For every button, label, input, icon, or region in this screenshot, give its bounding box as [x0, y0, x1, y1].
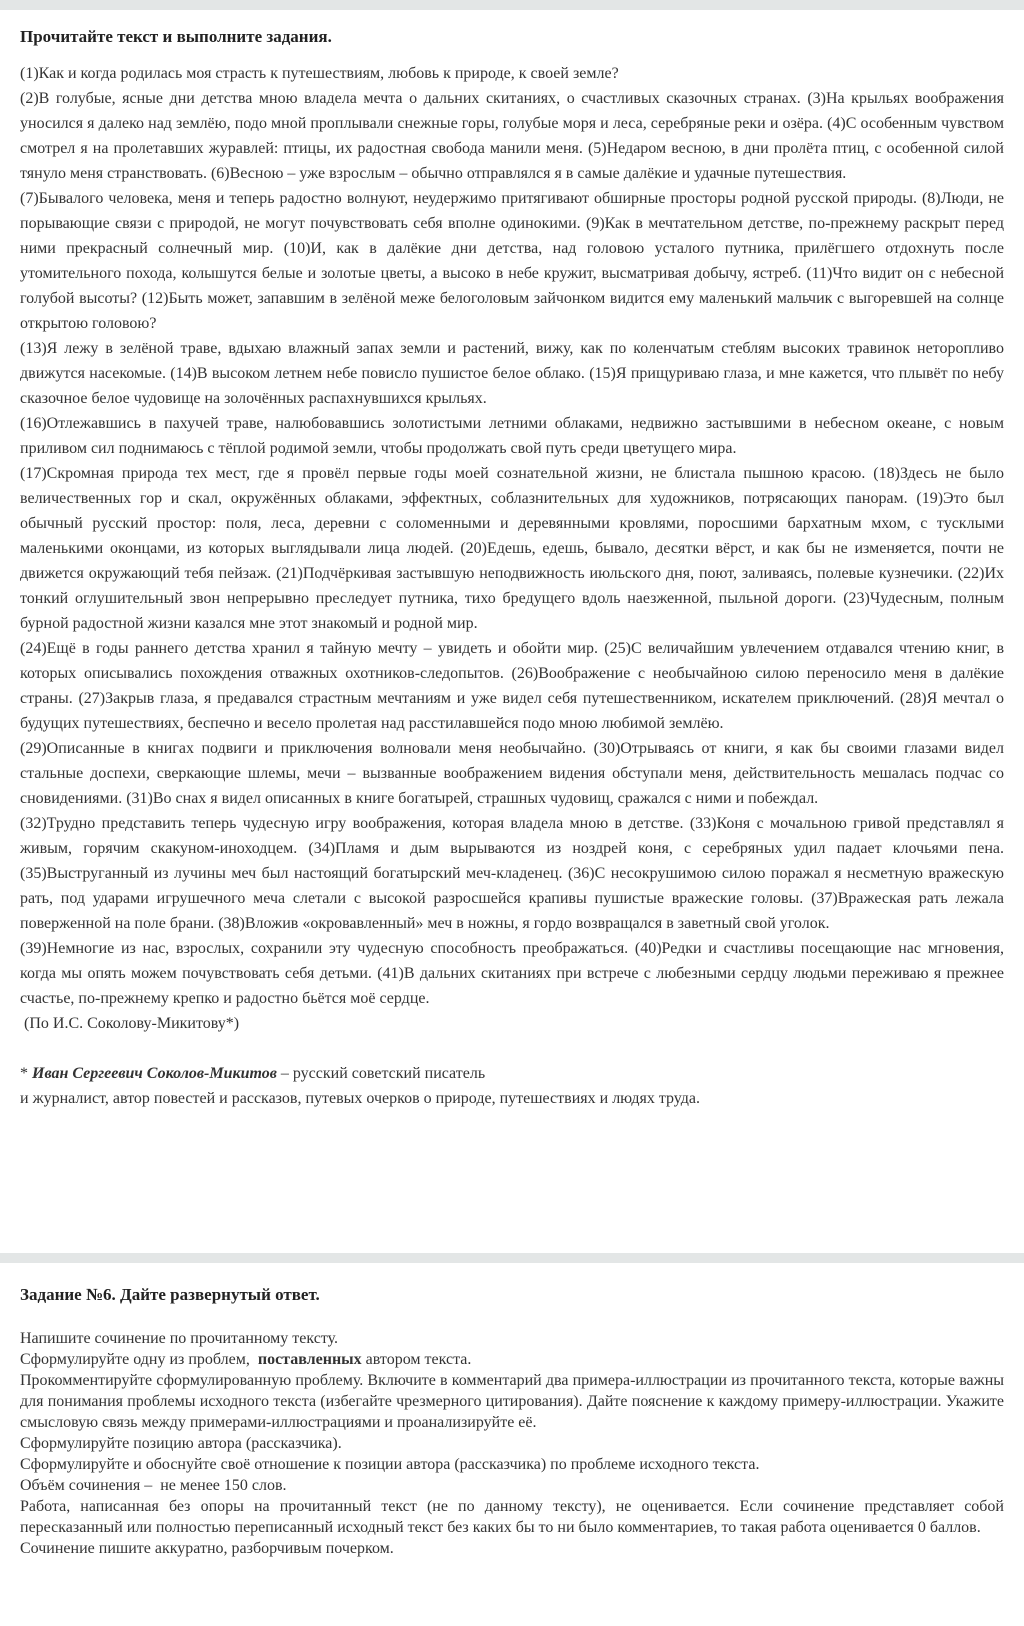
text-paragraph-9: (32)Трудно представить теперь чудесную игру воображения, которая владела мною в детстве. (33)Коня с мочальною гривой представлял я живым, горячим скакуном-иноходцем. (34)Пламя и дым вырываются из ноздрей коня, с серебряных удил падает клочьями пена. (35)Выструганный из лучины меч был настоящий богатырский меч-кладенец. (36)С несокрушимою силою поражал я несметную вражескую рать, под ударами игрушечного меча слетали с высокой разросшейся крапивы пушистые вражеские головы. (37)Вражеская рать лежала поверженной на поле брани. (38)Вложив «окровавленный» меч в ножны, я гордо возвращался в заветный свой уголок. [20, 815, 1004, 932]
task-line-2-bold: поставленных [257, 1351, 362, 1368]
text-paragraph-8: (29)Описанные в книгах подвиги и приключения волновали меня необычайно. (30)Отрываясь от книги, я как бы своими глазами видел стальные доспехи, сверкающие шлемы, мечи – вызванные воображением видения обступали меня, действительность мешалась подчас со сновидениями. (31)Во снах я видел описанных в книге богатырей, страшных чудовищ, сражался с ними и побеждал. [20, 740, 1004, 807]
top-divider [0, 0, 1024, 10]
task-line-2 [20, 1349, 1004, 1370]
task-line-7: Работа, написанная без опоры на прочитанный текст (не по данному тексту), не оценивается. Если сочинение представляет собой пересказанный или полностью переписанный исходный текст без каких бы то ни было комментариев, то такая работа оценивается 0 баллов. [20, 1498, 1004, 1536]
text-paragraph-5: (16)Отлежавшись в пахучей траве, налюбовавшись золотистыми летними облаками, недвижно застывшими в небесном океане, с новым приливом сил поднимаюсь с тёплой родимой земли, чтобы продолжать свой путь среди цветущего мира. [20, 415, 1004, 457]
footnote-star: * [20, 1065, 32, 1082]
task-line-8: Сочинение пишите аккуратно, разборчивым почерком. [20, 1540, 394, 1557]
author-footnote [20, 1061, 1004, 1111]
text-paragraph-3: (7)Бывалого человека, меня и теперь радостно волнуют, неудержимо притягивают обширные просторы родной русской природы. (8)Люди, не порывающие связи с природой, не могут почувствовать себя вполне одинокими. (9)Как в мечтательном детстве, по-прежнему раскрыт перед ними прекрасный солнечный мир. (10)И, как в далёкие дни детства, над головою усталого путника, прилёгшего отдохнуть после утомительного похода, колышутся белые и золотые цветы, а высоко в небе кружит, высматривая добычу, ястреб. (11)Что видит он с небесной голубой высоты? (12)Быть может, запавшим в зелёной меже белоголовым зайчонком видится ему маленький мальчик с выгоревшей на солнце открытою головою? [20, 190, 1004, 332]
reading-text-section [20, 24, 1004, 1111]
text-paragraph-10: (39)Немногие из нас, взрослых, сохранили эту чудесную способность преображаться. (40)Редки и счастливы посещающие нас мгновения, когда мы опять можем почувствовать себя детьми. (41)В дальних скитаниях при встрече с любезными сердцу людьми переживаю я прежнее счастье, по-прежнему крепко и радостно бьётся моё сердце. [20, 940, 1004, 1007]
task-section [20, 1282, 1004, 1559]
text-paragraph-1: (1)Как и когда родилась моя страсть к путешествиям, любовь к природе, к своей земле? [20, 65, 619, 82]
text-paragraph-6: (17)Скромная природа тех мест, где я провёл первые годы моей сознательной жизни, не блистала пышною красою. (18)Здесь не было величественных гор и скал, окружённых облаками, эффектных, соблазнительных для художников, потрясающих панорам. (19)Это был обычный русский простор: поля, леса, деревни с соломенными и деревянными кровлями, поросшими бархатным мхом, с тусклыми маленькими оконцами, из которых выглядывали лица людей. (20)Едешь, едешь, бывало, десятки вёрст, и как бы не изменяется, почти не движется окружающий тебя пейзаж. (21)Подчёркивая застывшую неподвижность июльского дня, поют, заливаясь, полевые кузнечики. (22)Их тонкий оглушительный звон непрерывно преследует путника, тихо бредущего вдоль наезженной, пыльной дороги. (23)Чудесным, полным бурной радостной жизни казался мне этот знакомый и родной мир. [20, 465, 1004, 632]
footnote-description: – русский советский писатель [276, 1065, 486, 1082]
text-paragraph-7: (24)Ещё в годы раннего детства хранил я тайную мечту – увидеть и обойти мир. (25)С величайшим увлечением отдавался чтению книг, в которых описывались похождения отважных охотников-следопытов. (26)Воображение с необычайною силою переносило меня в далёкие страны. (27)Закрыв глаза, я предавался страстным мечтаниям и уже видел себя путешественником, искателем приключений. (28)Я мечтал о будущих путешествиях, беспечно и весело пролетая над расстилавшейся подо мною любимой землёю. [20, 640, 1004, 732]
task-line-6: Объём сочинения – не менее 150 слов. [20, 1477, 287, 1494]
task-line-4: Сформулируйте позицию автора (рассказчика). [20, 1435, 342, 1452]
section-divider [0, 1253, 1024, 1263]
task-heading: Задание №6. Дайте развернутый ответ. [20, 1285, 320, 1304]
task-line-3: Прокомментируйте сформулированную проблему. Включите в комментарий два примера-иллюстрации из прочитанного текста, которые важны для понимания проблемы исходного текста (избегайте чрезмерного цитирования). Дайте пояснение к каждому примеру-иллюстрации. Укажите смысловую связь между примерами-иллюстрациями и проанализируйте её. [20, 1372, 1004, 1431]
text-paragraph-4: (13)Я лежу в зелёной траве, вдыхаю влажный запах земли и растений, вижу, как по коленчатым стеблям высоких травинок неторопливо движутся насекомые. (14)В высоком летнем небе повисло пушистое белое облако. (15)Я прищуриваю глаза, и мне кажется, что плывёт по небу сказочное белое чудовище на золочённых распахнувшихся крыльях. [20, 340, 1004, 407]
task-line-5: Сформулируйте и обоснуйте своё отношение к позиции автора (рассказчика) по проблеме исходного текста. [20, 1456, 760, 1473]
text-paragraph-2: (2)В голубые, ясные дни детства мною владела мечта о дальних скитаниях, о счастливых сказочных странах. (3)На крыльях воображения уносился я далеко над землёю, подо мной проплывали снежные горы, голубые моря и леса, серебряные реки и озёра. (4)С особенным чувством смотрел я на пролетавших журавлей: птицы, их радостная свобода манили меня. (5)Недаром весною, в дни пролёта птиц, с особенной силой тянуло меня странствовать. (6)Весною – уже взрослым – обычно отправлялся я в самые далёкие и удачные путешествия. [20, 90, 1004, 182]
task-line-2-pre: Сформулируйте одну из проблем, [20, 1351, 258, 1368]
author-attribution: (По И.С. Соколову-Микитову*) [24, 1015, 240, 1032]
task-line-1: Напишите сочинение по прочитанному тексту. [20, 1330, 339, 1347]
footnote-author-name: Иван Сергеевич Соколов-Микитов [32, 1065, 277, 1082]
footnote-description-line2: и журналист, автор повестей и рассказов, путевых очерков о природе, путешествиях и людях труда. [20, 1090, 701, 1107]
reading-heading: Прочитайте текст и выполните задания. [20, 27, 332, 46]
task-line-2-post: автором текста. [361, 1351, 472, 1368]
